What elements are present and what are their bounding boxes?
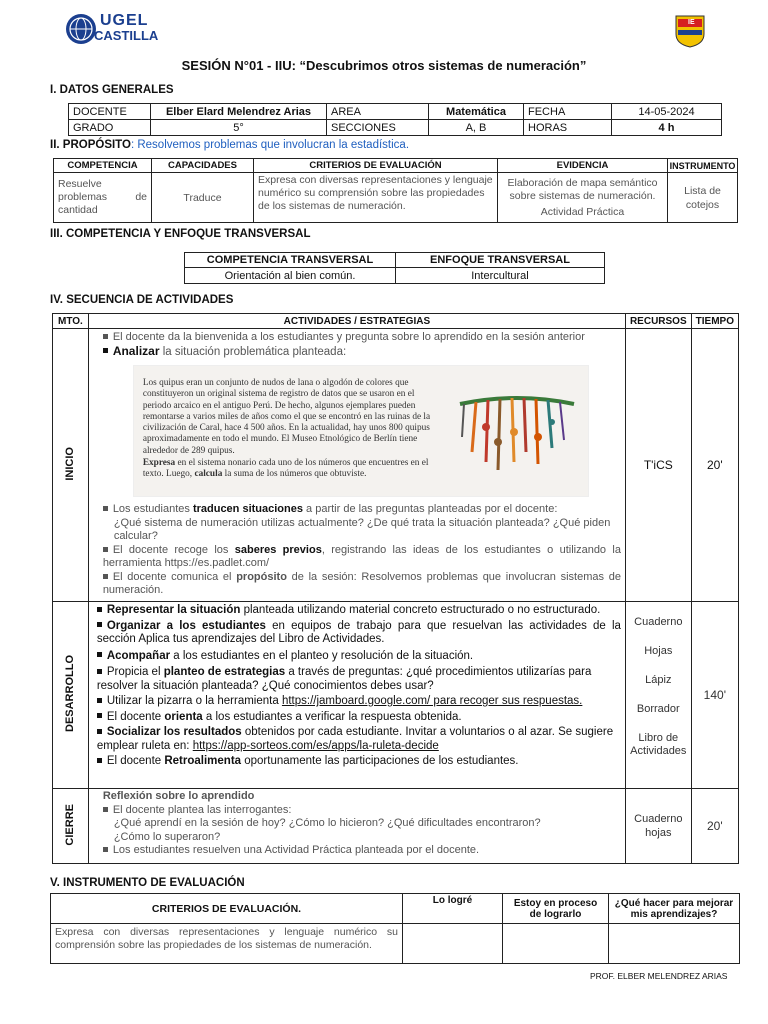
cell-grado-value: 5°: [151, 120, 327, 136]
ruleta-link[interactable]: https://app-sorteos.com/es/apps/la-ruleta-decide: [192, 739, 439, 752]
header-enfoque-transversal: ENFOQUE TRANSVERSAL: [396, 253, 605, 268]
cell-fecha-label: FECHA: [524, 104, 612, 120]
header-lo-logre: Lo logré: [403, 894, 503, 924]
ugel-logo: [64, 12, 164, 46]
quipu-image: [133, 365, 589, 497]
cierre-tiempo: 20': [691, 789, 738, 864]
header-competencia-transversal: COMPETENCIA TRANSVERSAL: [185, 253, 396, 268]
competencia-value: Resuelve problemas de cantidad: [54, 173, 152, 223]
cell-docente-label: DOCENTE: [69, 104, 151, 120]
desarrollo-tiempo: 140': [691, 602, 738, 789]
header-instrumento: INSTRUMENTO: [668, 159, 738, 173]
proposito-label: II. PROPÓSITO: [50, 139, 131, 151]
instrumento-table: [50, 893, 740, 964]
jamboard-link[interactable]: https://jamboard.google.com/ para recoger sus respuestas.: [281, 695, 583, 707]
desarrollo-item-4: Propicia el planteo de estrategias a través de preguntas: ¿qué procedimientos utilizarías para resolver la situación planteada? ¿Qué conocimientos debes usar?: [96, 666, 592, 692]
criterio-value: Expresa con diversas representaciones y lenguaje numérico su comprensión sobre las propiedades de los sistemas de numeración.: [254, 173, 498, 223]
header-criterios: CRITERIOS DE EVALUACIÓN: [254, 159, 498, 173]
criterio-evaluacion-value: Expresa con diversas representaciones y lenguaje numérico su comprensión sobre las propiedades de los sistemas de numeración.: [51, 924, 403, 964]
header-criterios-evaluacion: CRITERIOS DE EVALUACIÓN.: [51, 894, 403, 924]
instrumento-value: Lista de cotejos: [668, 173, 738, 223]
cell-horas-value: 4 h: [612, 120, 722, 136]
cierre-question-2: ¿Cómo lo superaron?: [113, 830, 221, 843]
inicio-item-4: El docente recoge los saberes previos, registrando las ideas de los estudiantes o utilizando la herramienta https://es.padlet.com/: [102, 543, 621, 569]
header-tiempo: TIEMPO: [691, 314, 738, 329]
header-competencia: COMPETENCIA: [54, 159, 152, 173]
header-evidencia: EVIDENCIA: [498, 159, 668, 173]
section-4-title: IV. SECUENCIA DE ACTIVIDADES: [50, 294, 234, 306]
inicio-cell: [53, 329, 89, 602]
desarrollo-recursos: Cuaderno Hojas Lápiz Borrador Libro de Actividades: [625, 602, 691, 789]
cell-area-value: Matemática: [429, 104, 524, 120]
inicio-item-1: El docente da la bienvenida a los estudiantes y pregunta sobre lo aprendido en la sesión anterior: [103, 331, 621, 345]
inicio-tiempo: 20': [691, 329, 738, 602]
desarrollo-item-5: Utilizar la pizarra o la herramienta https://jamboard.google.com/ para recoger sus respuestas.: [97, 695, 621, 709]
cell-docente-value: Elber Elard Melendrez Arias: [151, 104, 327, 120]
desarrollo-label: DESARROLLO: [64, 655, 77, 732]
cell-secciones-value: A, B: [429, 120, 524, 136]
cierre-recursos: Cuaderno hojas: [625, 789, 691, 864]
badge-text: IE: [688, 19, 695, 26]
proposito-text: : Resolvemos problemas que involucran la estadística.: [130, 139, 410, 151]
inicio-item-2: Analizar la situación problemática planteada:: [103, 345, 621, 360]
competencia-transversal-value: Orientación al bien común.: [185, 268, 396, 284]
desarrollo-item-2: Organizar a los estudiantes en equipos de trabajo para que resuelvan las actividades de la sección Aplica tus aprendizajes del Libro de Actividades.: [96, 619, 621, 645]
header-mto: MTO.: [53, 314, 89, 329]
header-actividades: ACTIVIDADES / ESTRATEGIAS: [88, 314, 625, 329]
proposito-line: [50, 139, 409, 151]
desarrollo-item-8: El docente Retroalimenta oportunamente las participaciones de los estudiantes.: [97, 755, 621, 769]
capacidad-value: Traduce: [152, 173, 254, 223]
evidencia-value: Elaboración de mapa semántico sobre sistemas de numeración. Actividad Práctica: [498, 173, 668, 223]
session-title: SESIÓN N°01 - IIU: “Descubrimos otros sistemas de numeración”: [181, 58, 587, 73]
cierre-item-1: El docente plantea las interrogantes:: [103, 804, 621, 818]
proposito-table: [53, 158, 738, 223]
desarrollo-item-6: El docente orienta a los estudiantes a verificar la respuesta obtenida.: [97, 711, 621, 725]
cell-area-label: AREA: [327, 104, 429, 120]
desarrollo-item-3: Acompañar a los estudiantes en el planteo y resolución de la situación.: [97, 650, 621, 664]
section-1-title: I. DATOS GENERALES: [50, 84, 174, 96]
inicio-recursos: T'iCS: [625, 329, 691, 602]
cell-secciones-label: SECCIONES: [327, 120, 429, 136]
section-3-title: III. COMPETENCIA Y ENFOQUE TRANSVERSAL: [50, 228, 311, 240]
enfoque-transversal-value: Intercultural: [396, 268, 605, 284]
signature: PROF. ELBER MELENDREZ ARIAS: [590, 971, 728, 981]
competencia-transversal-table: [184, 252, 605, 284]
desarrollo-item-7: Socializar los resultados obtenidos por cada estudiante. Invitar a voluntarios o al azar. Se sugiere emplear ruleta en: https://app-sorteos.com/es/apps/la-ruleta-decide: [96, 726, 614, 752]
header-que-hacer: ¿Qué hacer para mejorar mis aprendizajes?: [609, 894, 740, 924]
logo-line2: CASTILLA: [94, 28, 159, 43]
cell-fecha-value: 14-05-2024: [612, 104, 722, 120]
actividades-table: [52, 313, 739, 864]
quipu-text: Los quipus eran un conjunto de nudos de lana o algodón de colores que constituyeron un original sistema de registro de datos que se usaron en el periodo arcaico en el antiguo Perú. De hecho, algunos ejemplares pueden remontarse a varios miles de años como el que se encontró en las ruinas de la civilización de Caral, hace 4 500 años. En la actualidad, hay unos 800 quipus aproximadamente en todo el mundo. El Museo Etnológico de Berlín tiene alrededor de 289 quipus. Expresa en el sistema nonario cada uno de los números que encuentres en el texto. Luego, calcula la suma de los números que obtuviste.: [142, 378, 431, 480]
logo-line1: UGEL: [100, 12, 149, 29]
header-capacidades: CAPACIDADES: [152, 159, 254, 173]
cierre-activities: [88, 789, 625, 864]
cierre-reflexion: Reflexión sobre lo aprendido: [102, 790, 255, 802]
inicio-activities: [88, 329, 625, 602]
cierre-item-2: Los estudiantes resuelven una Actividad Práctica planteada por el docente.: [103, 844, 621, 858]
cierre-question-1: ¿Qué aprendí en la sesión de hoy? ¿Cómo lo hicieron? ¿Qué dificultades encontraron?: [113, 817, 541, 829]
inicio-item-3-questions: ¿Qué sistema de numeración utilizas actualmente? ¿De qué trata la situación planteada? ¿Qué piden calcular?: [113, 516, 611, 542]
que-hacer-cell[interactable]: [609, 924, 740, 964]
inicio-item-5: El docente comunica el propósito de la sesión: Resolvemos problemas que involucran sistemas de numeración.: [102, 570, 621, 596]
cell-grado-label: GRADO: [69, 120, 151, 136]
header-en-proceso: Estoy en proceso de lograrlo: [503, 894, 609, 924]
header-recursos: RECURSOS: [625, 314, 691, 329]
cierre-label: CIERRE: [64, 803, 77, 846]
school-badge: [674, 14, 706, 48]
lo-logre-cell[interactable]: [403, 924, 503, 964]
desarrollo-item-1: Representar la situación planteada utilizando material concreto estructurado o no estructurado.: [97, 604, 621, 618]
desarrollo-cell: [53, 602, 89, 789]
inicio-item-3: Los estudiantes traducen situaciones a partir de las preguntas planteadas por el docente:: [103, 503, 621, 517]
en-proceso-cell[interactable]: [503, 924, 609, 964]
desarrollo-activities: [88, 602, 625, 789]
quipu-illustration: [452, 382, 582, 482]
cell-horas-label: HORAS: [524, 120, 612, 136]
datos-generales-table: [68, 103, 722, 136]
section-5-title: V. INSTRUMENTO DE EVALUACIÓN: [50, 877, 245, 889]
inicio-label: INICIO: [64, 446, 77, 481]
